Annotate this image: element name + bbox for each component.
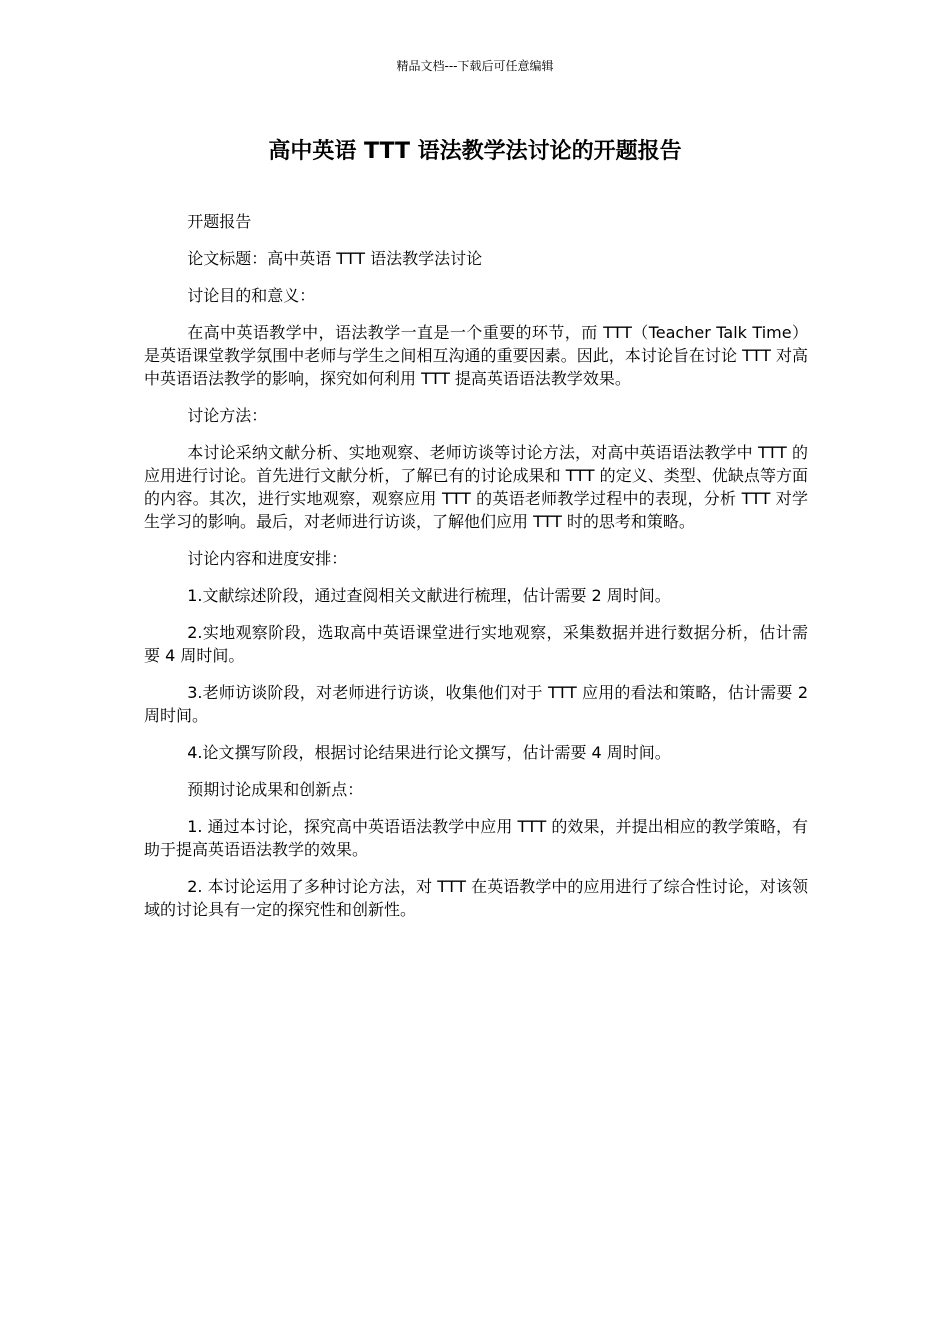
section-heading-method: 讨论方法： <box>187 406 268 425</box>
page-header: 精品文档---下载后可任意编辑 <box>396 59 554 73</box>
paragraph-method: 本讨论采纳文献分析、实地观察、老师访谈等讨论方法，对高中英语语法教学中 TTT 的应用进行讨论。首先进行文献分析，了解已有的讨论成果和 TTT 的定义、类型、优缺点等方面的内容。其次，进行实地观察，观察应用 TTT 的英语老师教学过程中的表现，分析 TTT 对学生学习的影响。最后，对老师进行访谈，了解他们应用 TTT 时的思考和策略。 <box>144 443 808 531</box>
outcome-item-1: 1. 通过本讨论，探究高中英语语法教学中应用 TTT 的效果，并提出相应的教学策略，有助于提高英语语法教学的效果。 <box>144 817 808 859</box>
schedule-item-2: 2.实地观察阶段，选取高中英语课堂进行实地观察，采集数据并进行数据分析，估计需要 4 周时间。 <box>144 623 808 665</box>
section-label-report: 开题报告 <box>187 212 252 231</box>
outcome-item-2: 2. 本讨论运用了多种讨论方法，对 TTT 在英语教学中的应用进行了综合性讨论，对该领域的讨论具有一定的探究性和创新性。 <box>144 877 808 919</box>
section-heading-purpose: 讨论目的和意义： <box>187 286 316 305</box>
schedule-item-4: 4.论文撰写阶段，根据讨论结果进行论文撰写，估计需要 4 周时间。 <box>187 743 671 762</box>
section-heading-schedule: 讨论内容和进度安排： <box>187 549 348 568</box>
section-heading-outcomes: 预期讨论成果和创新点： <box>187 780 364 799</box>
document-title: 高中英语 TTT 语法教学法讨论的开题报告 <box>268 139 682 164</box>
paragraph-purpose: 在高中英语教学中，语法教学一直是一个重要的环节，而 TTT（Teacher Talk Time）是英语课堂教学氛围中老师与学生之间相互沟通的重要因素。因此，本讨论旨在讨论 TTT 对高中英语语法教学的影响，探究如何利用 TTT 提高英语语法教学效果。 <box>144 323 808 388</box>
schedule-item-1: 1.文献综述阶段，通过查阅相关文献进行梳理，估计需要 2 周时间。 <box>187 586 671 605</box>
schedule-item-3: 3.老师访谈阶段，对老师进行访谈，收集他们对于 TTT 应用的看法和策略，估计需要 2 周时间。 <box>144 683 808 725</box>
thesis-title-line: 论文标题：高中英语 TTT 语法教学法讨论 <box>187 249 483 268</box>
document-body <box>144 210 808 935</box>
